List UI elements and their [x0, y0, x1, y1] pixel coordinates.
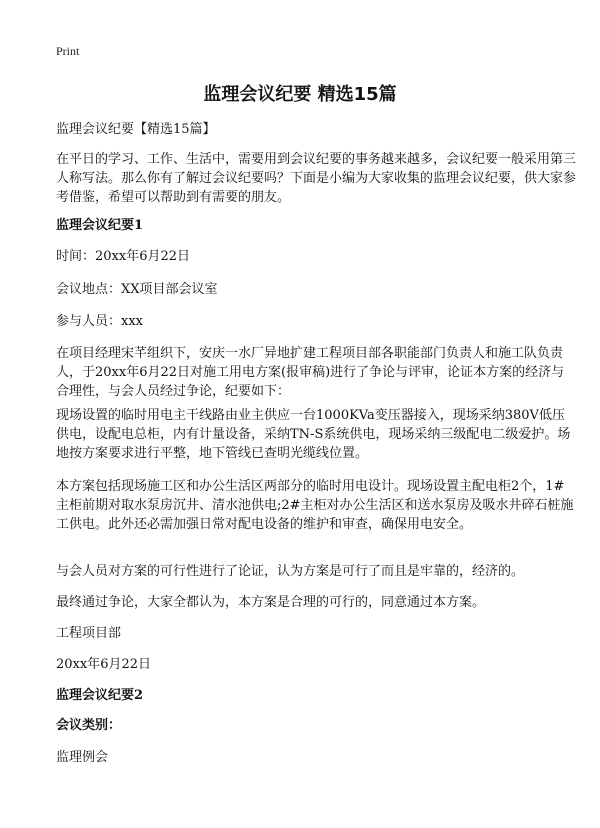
category-value: 监理例会 [56, 750, 109, 765]
signature: 工程项目部 [56, 626, 122, 641]
section-heading: 监理会议纪要2 [56, 688, 144, 703]
body-paragraph: 在项目经理宋芊组织下，安庆一水厂异地扩建工程项目部各职能部门负责人和施工队负责人，于20xx年6月22日对施工用电方案(报审稿)进行了争论与评审，论证本方案的经济与合理性，与会人员经过争论，纪要如下： [56, 346, 565, 399]
meeting-participants: 参与人员：xxx [56, 314, 143, 329]
category-label: 会议类别： [56, 718, 122, 733]
meeting-time: 时间：20xx年6月22日 [56, 249, 191, 264]
page-title: 监理会议纪要 精选15篇 [203, 84, 397, 105]
subtitle: 监理会议纪要【精选15篇】 [56, 122, 216, 137]
print-link[interactable]: Print [56, 44, 80, 58]
intro-paragraph: 在平日的学习、工作、生活中，需要用到会议纪要的事务越来越多，会议纪要一般采用第三人称写法。那么你有了解过会议纪要吗？下面是小编为大家收集的监理会议纪要，供大家参考借鉴，希望可以帮助到有需要的朋友。 [56, 152, 577, 205]
body-paragraph: 本方案包括现场施工区和办公生活区两部分的临时用电设计。现场设置主配电柜2个，1#主柜前期对取水泵房沉井、清水池供电;2#主柜对办公生活区和送水泵房及吸水井碎石桩施工供电。此外还必需加强日常对配电设备的维护和审查，确保用电安全。 [56, 479, 574, 532]
body-paragraph: 与会人员对方案的可行性进行了论证，认为方案是可行了而且是牢靠的，经济的。 [56, 564, 525, 579]
body-paragraph: 现场设置的临时用电主干线路由业主供应一台1000KVa变压器接入，现场采纳380V低压供电，设配电总柜，内有计量设备，采纳TN-S系统供电，现场采纳三级配电二级爱护。场地按方案要求进行平整，地下管线已查明光缆线位置。 [56, 408, 571, 461]
signature-date: 20xx年6月22日 [56, 657, 152, 672]
section-heading: 监理会议纪要1 [56, 218, 144, 233]
body-paragraph: 最终通过争论，大家全都认为，本方案是合理的可行的，同意通过本方案。 [56, 595, 486, 610]
meeting-location: 会议地点：XX项目部会议室 [56, 282, 218, 297]
